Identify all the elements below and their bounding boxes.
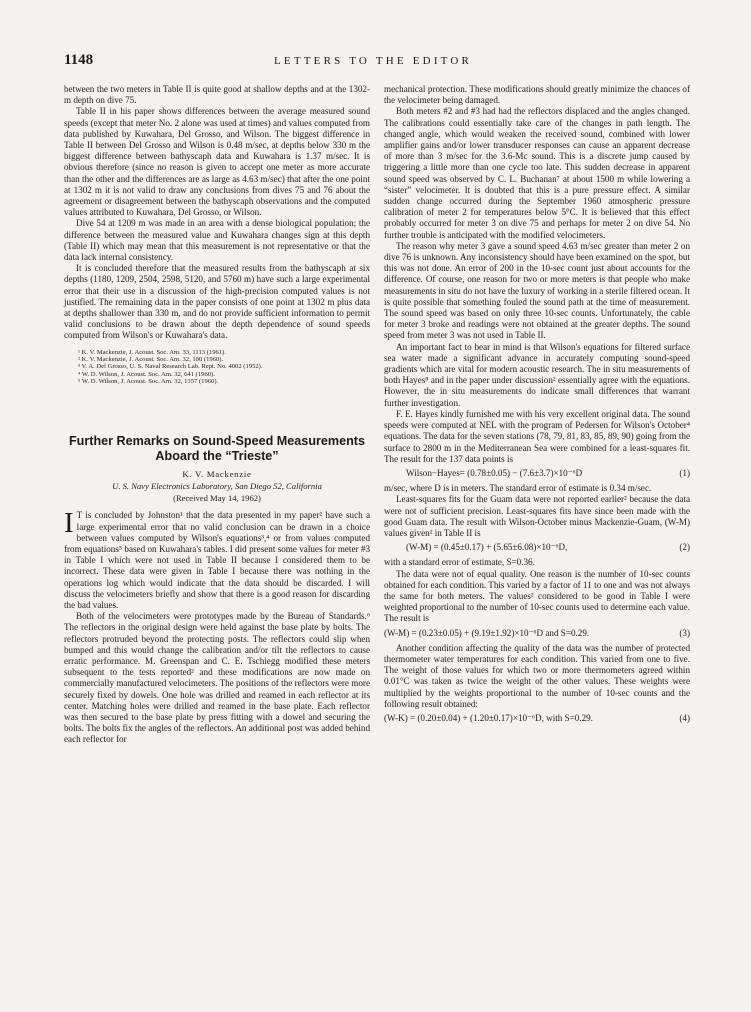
paragraph: Both of the velocimeters were prototypes made by the Bureau of Standards.⁶ The reflectors in the original design were held against the base plate by bolts. The reflectors protruded beyond the protecting posts. The reflectors could slip when bumped and this would change the calibration and/or tilt the reflectors to cause erratic performance. M. Greenspan and C. E. Tschiegg modified these meters subsequent to the tests reported² and these modifications are now made on commercially manufactured velocimeters. The positions of the reflectors were more securely fixed by dowels. One hole was drilled and reamed in each reflector at its center. Matching holes were drilled and reamed in the base plate. Each reflector was then secured to the base plate by press fitting with a dowel and securing the bolts. The bolts fix the angles of the reflectors. An additional post was added behind each reflector for — [64, 611, 370, 745]
reference-list — [64, 349, 370, 386]
paragraph: m/sec, where D is in meters. The standard error of estimate is 0.34 m/sec. — [384, 483, 652, 494]
paragraph: The data were not of equal quality. One reason is the number of 10-sec counts obtained for each condition. This varied by a factor of 11 to one and was not always the same for both meters. The values² considered to be good in Table I were weighted proportional to the number of 10-sec counts used to determine each value. The result is — [384, 568, 690, 624]
page-number: 1148 — [64, 52, 94, 68]
equation-2 — [384, 542, 690, 553]
paragraph: The reason why meter 3 gave a sound speed 4.63 m/sec greater than meter 2 on dive 76 is unknown. Any inconsistency should have been examined on the spot, but this was not done. An error of 200 in the 10-sec count just about accounts for the difference. Of course, one reason for two or more meters is that people who make measurements in situ do not have the luxury of working in a sterile filtered ocean. It is quite possible that something fouled the sound path at the time of measurement. The sound speed was based on only three 10-sec counts. Unfortunately, the cable for meter 3 broke and readings were not obtained at the greater depths. The sound speed from meter 3 was not used in Table II. — [384, 240, 690, 341]
paragraph: F. E. Hayes kindly furnished me with his very excellent original data. The sound speeds were computed at NEL with the program of Pedersen for Wilson's October⁴ equations. The data for the seven stations (78, 79, 81, 83, 85, 89, 90) going from the surface to 2800 m in the Mediterranean Sea were combined for a least-squares fit. The result for the 137 data points is — [384, 408, 690, 464]
paragraph: Both meters #2 and #3 had had the reflectors displaced and the angles changed. The calibrations could essentially take care of the changes in path length. The changed angle, which would weaken the received sound, combined with lower amplifier gains and/or lower transducer responses can cause an apparent decrease of more than 3 m/sec for the 3.6-Mc sound. This is a discrete jump caused by triggering a little more than one cycle too late. This sudden decrease in apparent sound speed was observed by C. L. Buchanan⁷ at about 1500 m while lowering a “sister” velocimeter. It is doubted that this is a pure pressure effect. A similar sudden change occurred during the September 1960 atmospheric pressure calibration of meter 2 for temperatures below 5°C. It is believed that this effect probably occurred for meter 3 on dive 75 and perhaps for meter 2 on dive 54. No further trouble is anticipated with the modified velocimeters. — [384, 106, 690, 240]
equation-3 — [384, 628, 690, 639]
reference-item: ⁴ W. D. Wilson, J. Acoust. Soc. Am. 32, 641 (1960). — [78, 370, 215, 378]
paragraph: with a standard error of estimate, S=0.36. — [384, 557, 535, 568]
paragraph: It is concluded therefore that the measured results from the bathyscaph at six depths (1180, 1209, 2504, 2598, 5120, and 5760 m) have such a large experimental error that their use in a discussion of the high-precision computed values is not justified. The remaining data in the paper consists of one point at 1302 m plus data at depths shallower than 330 m, and do not provide sufficient information to permit valid conclusions to be drawn about the depth dependence of sound speeds computed from Wilson's or Kuwahara's data. — [64, 263, 370, 341]
equation-text: (W-K) = (0.20±0.04) + (1.20±0.17)×10⁻⁶D, with S=0.29. — [384, 712, 593, 723]
equation-number: (2) — [679, 542, 690, 553]
reference-item: ² K. V. Mackenzie, J. Acoust. Soc. Am. 32, 100 (1960). — [78, 356, 224, 364]
paragraph: between the two meters in Table II is quite good at shallow depths and at the 1302-m depth on dive 75. — [64, 84, 370, 106]
paragraph: Table II in his paper shows differences between the average measured sound speeds (except that meter No. 2 alone was used at times) and values computed from data published by Kuwahara, Del Grosso, and Wilson. The biggest difference in Table II between Del Grosso and Wilson is 0.48 m/sec, at depths below 330 m the biggest difference between bathyscaph data and Kuwahara is 1.37 m/sec. It is obvious therefore (since no reason is given to accept one meter as more accurate than the other and the differences are as large as 4.63 m/sec) that after the one point at 1302 m it is not valid to draw any conclusions from dives 75 and 76 about the agreement or disagreement between the bathyscaph observations and the computed values attributed to Kuwahara, Del Grosso, or Wilson. — [64, 106, 370, 218]
right-column — [384, 84, 690, 728]
drop-cap: I — [64, 507, 74, 540]
equation-number: (3) — [679, 627, 690, 638]
paragraph: Dive 54 at 1209 m was made in an area with a dense biological population; the difference between the measured value and Kuwahara changes sign at this depth (Table II) which may mean that this measurement is not representative or that the data lack internal consistency. — [64, 218, 370, 263]
equation-1 — [384, 468, 690, 479]
reference-item: ³ V. A. Del Grosso, U. S. Naval Research Lab. Rept. No. 4002 (1952). — [78, 363, 263, 371]
article-title-line: Further Remarks on Sound-Speed Measurements — [68, 433, 366, 448]
equation-text: (W-M) = (0.45±0.17) + (5.65±6.08)×10⁻⁶D, — [406, 542, 568, 553]
running-head — [64, 52, 692, 74]
section-title: LETTERS TO THE EDITOR — [274, 55, 473, 67]
author-name: K. V. Mackenzie — [182, 468, 252, 479]
equation-4 — [384, 713, 690, 724]
equation-number: (1) — [679, 467, 690, 478]
paragraph: Another condition affecting the quality of the data was the number of protected thermometer water temperatures for each condition. This varied from one to five. The weight of those values for which two or more thermometers agreed within 0.01°C was taken as twice the weight of the other values. These weights were multiplied by the weights proportional to the number of 10-sec counts and the following result obtained: — [384, 642, 690, 709]
paragraph: mechanical protection. These modifications should greatly minimize the chances of the velocimeter being damaged. — [384, 84, 690, 106]
article-header — [64, 434, 370, 505]
left-column — [64, 84, 370, 746]
reference-item: ⁵ W. D. Wilson, J. Acoust. Soc. Am. 32, 1357 (1960). — [78, 378, 219, 386]
paragraph: An important fact to bear in mind is that Wilson's equations for filtered surface sea water made a significant advance in accurately computing sound-speed gradients which are vital for modern acoustic research. The in situ measurements of both Hayes⁸ and in the paper under discussion² essentially agree with the equations. However, the in situ measurements do indicate small differences that warrant further investigation. — [384, 341, 690, 408]
equation-text: (W-M) = (0.23±0.05) + (9.19±1.92)×10⁻⁶D and S=0.29. — [384, 627, 590, 638]
paragraph — [64, 507, 370, 611]
paragraph: Least-squares fits for the Guam data were not reported earlier² because the data were not of sufficient precision. Least-squares fits have since been made with the good Guam data. The result with Wilson-October minus Mackenzie-Guam, (W-M) values given² in Table II is — [384, 494, 690, 538]
article-title-line: Aboard the “Trieste” — [155, 448, 279, 463]
received-date: (Received May 14, 1962) — [173, 493, 261, 504]
equation-text: Wilson−Hayes= (0.78±0.05) − (7.6±3.7)×10⁻⁶D — [406, 467, 583, 478]
author-affiliation: U. S. Navy Electronics Laboratory, San Diego 52, California — [112, 480, 322, 491]
paragraph-text: T is concluded by Johnston¹ that the data presented in my paper² have such a large experimental error that no valid conclusion can be drawn in a choice between values computed by Wilson's equations³,⁴ or from values computed from equations⁵ based on Kuwahara's tables. I did present some values for meter #3 in Table I which were not used in Table II because I considered them to be incorrect. These data were given in Table I because there was nothing in the operations log which would indicate that the data should be discarded. I will discuss the velocimeters briefly and show that there is a good reason for discarding the bad values. — [64, 510, 370, 610]
equation-number: (4) — [679, 712, 690, 723]
reference-item: ¹ K. V. Mackenzie, J. Acoust. Soc. Am. 33, 1113 (1961). — [78, 348, 226, 356]
